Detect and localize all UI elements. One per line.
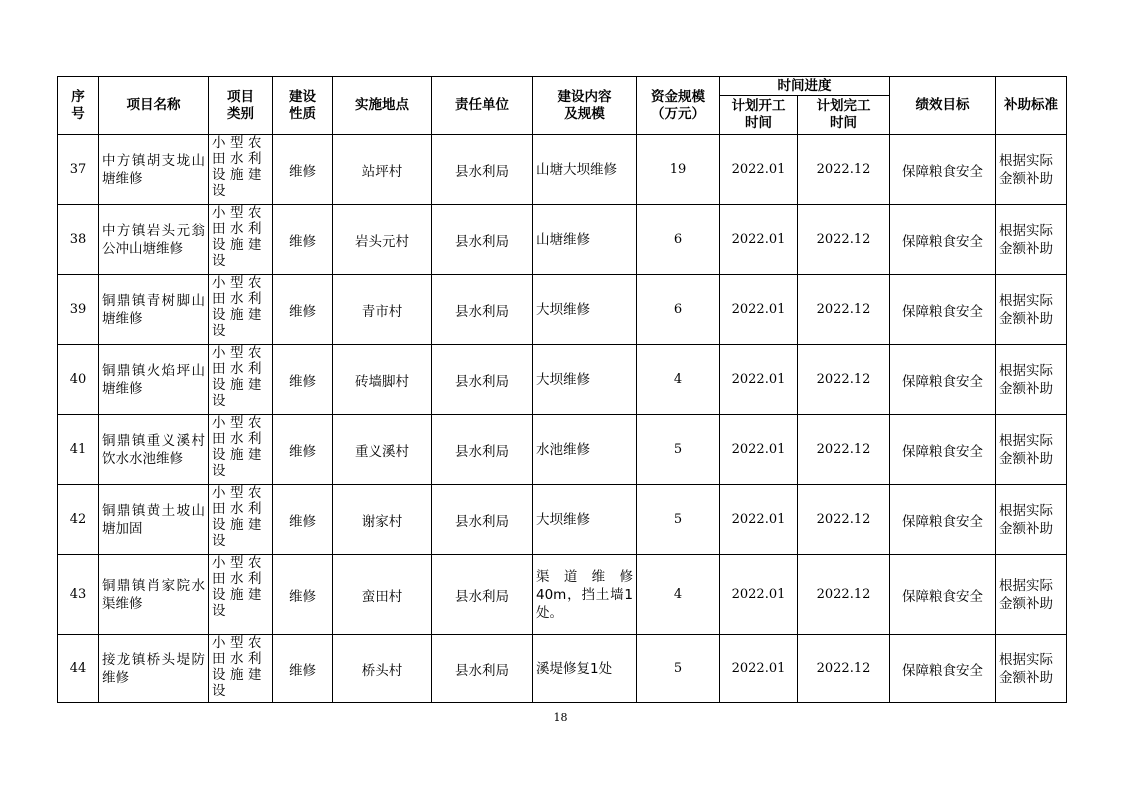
table-row: [58, 205, 1067, 275]
cell-category: [209, 635, 273, 703]
header-name: 项目名称: [99, 77, 209, 135]
header-unit: 责任单位: [432, 77, 533, 135]
cell-name: 铜鼎镇重义溪村饮水水池维修: [99, 415, 209, 485]
cell-nature: 维修: [273, 135, 333, 205]
cell-name: 铜鼎镇火焰坪山塘维修: [99, 345, 209, 415]
category-line: 设施建: [212, 307, 266, 323]
category-line: 田水利: [212, 221, 266, 237]
category-line: 田水利: [212, 501, 266, 517]
table-row: [58, 415, 1067, 485]
cell-name: 中方镇岩头元翁公冲山塘维修: [99, 205, 209, 275]
table-row: [58, 485, 1067, 555]
cell-nature: 维修: [273, 345, 333, 415]
category-line: 设施建: [212, 667, 266, 683]
cell-start: 2022.01: [720, 135, 798, 205]
cell-start: 2022.01: [720, 415, 798, 485]
category-line: 设施建: [212, 167, 266, 183]
cell-goal: 保障粮食安全: [890, 135, 996, 205]
cell-unit: 县水利局: [432, 135, 533, 205]
category-line: 田水利: [212, 361, 266, 377]
table-row: [58, 135, 1067, 205]
cell-nature: 维修: [273, 635, 333, 703]
category-line: 设: [212, 533, 230, 549]
category-line: 小型农: [212, 635, 266, 651]
cell-location: 桥头村: [333, 635, 432, 703]
cell-end: 2022.12: [798, 555, 890, 635]
header-category: 项目类别: [209, 77, 273, 135]
category-line: 田水利: [212, 291, 266, 307]
cell-end: 2022.12: [798, 485, 890, 555]
header-seq: 序号: [58, 77, 99, 135]
cell-unit: 县水利局: [432, 345, 533, 415]
cell-unit: 县水利局: [432, 485, 533, 555]
cell-subsidy: 根据实际金额补助: [996, 345, 1067, 415]
cell-location: 岩头元村: [333, 205, 432, 275]
cell-content: 大坝维修: [533, 275, 637, 345]
cell-name: 铜鼎镇黄土坡山塘加固: [99, 485, 209, 555]
cell-start: 2022.01: [720, 485, 798, 555]
cell-category: [209, 275, 273, 345]
cell-end: 2022.12: [798, 635, 890, 703]
category-line: 小型农: [212, 205, 266, 221]
category-line: 设施建: [212, 237, 266, 253]
category-line: 设施建: [212, 517, 266, 533]
category-line: 小型农: [212, 345, 266, 361]
cell-funds: 5: [637, 635, 720, 703]
header-start: 计划开工时间: [720, 96, 798, 135]
category-line: 设: [212, 323, 230, 339]
project-table: [57, 76, 1067, 703]
cell-goal: 保障粮食安全: [890, 205, 996, 275]
header-location: 实施地点: [333, 77, 432, 135]
cell-content: 大坝维修: [533, 345, 637, 415]
cell-nature: 维修: [273, 555, 333, 635]
cell-funds: 5: [637, 485, 720, 555]
cell-category: [209, 485, 273, 555]
cell-end: 2022.12: [798, 205, 890, 275]
cell-category: [209, 345, 273, 415]
cell-seq: 42: [58, 485, 99, 555]
cell-name: 中方镇胡支垅山塘维修: [99, 135, 209, 205]
cell-goal: 保障粮食安全: [890, 555, 996, 635]
cell-seq: 40: [58, 345, 99, 415]
header-goal: 绩效目标: [890, 77, 996, 135]
category-line: 设: [212, 603, 230, 619]
cell-end: 2022.12: [798, 135, 890, 205]
category-line: 设: [212, 253, 230, 269]
cell-content: 山塘大坝维修: [533, 135, 637, 205]
category-line: 设: [212, 683, 230, 699]
cell-location: 青市村: [333, 275, 432, 345]
cell-subsidy: 根据实际金额补助: [996, 635, 1067, 703]
cell-seq: 37: [58, 135, 99, 205]
header-funds: 资金规模（万元）: [637, 77, 720, 135]
cell-subsidy: 根据实际金额补助: [996, 485, 1067, 555]
page-number: 18: [553, 711, 568, 724]
cell-unit: 县水利局: [432, 275, 533, 345]
category-line: 设施建: [212, 447, 266, 463]
cell-subsidy: 根据实际金额补助: [996, 205, 1067, 275]
cell-location: 砖墙脚村: [333, 345, 432, 415]
table-row: [58, 635, 1067, 703]
header-nature: 建设性质: [273, 77, 333, 135]
cell-end: 2022.12: [798, 415, 890, 485]
cell-seq: 41: [58, 415, 99, 485]
cell-seq: 43: [58, 555, 99, 635]
cell-seq: 44: [58, 635, 99, 703]
cell-seq: 39: [58, 275, 99, 345]
cell-subsidy: 根据实际金额补助: [996, 555, 1067, 635]
cell-content: 渠道维修40m，挡土墙1处。: [533, 555, 637, 635]
category-line: 田水利: [212, 651, 266, 667]
category-line: 设: [212, 183, 230, 199]
cell-start: 2022.01: [720, 555, 798, 635]
cell-name: 铜鼎镇青树脚山塘维修: [99, 275, 209, 345]
cell-subsidy: 根据实际金额补助: [996, 415, 1067, 485]
header-subsidy: 补助标准: [996, 77, 1067, 135]
category-line: 小型农: [212, 275, 266, 291]
cell-goal: 保障粮食安全: [890, 485, 996, 555]
cell-goal: 保障粮食安全: [890, 415, 996, 485]
cell-category: [209, 555, 273, 635]
cell-nature: 维修: [273, 485, 333, 555]
category-line: 小型农: [212, 415, 266, 431]
cell-start: 2022.01: [720, 275, 798, 345]
cell-name: 铜鼎镇肖家院水渠维修: [99, 555, 209, 635]
cell-nature: 维修: [273, 275, 333, 345]
table-header: [58, 77, 1067, 135]
cell-goal: 保障粮食安全: [890, 345, 996, 415]
cell-funds: 4: [637, 345, 720, 415]
cell-unit: 县水利局: [432, 205, 533, 275]
cell-content: 山塘维修: [533, 205, 637, 275]
category-line: 田水利: [212, 151, 266, 167]
cell-end: 2022.12: [798, 275, 890, 345]
cell-nature: 维修: [273, 415, 333, 485]
cell-content: 溪堤修复1处: [533, 635, 637, 703]
category-line: 设: [212, 393, 230, 409]
header-content: 建设内容及规模: [533, 77, 637, 135]
cell-goal: 保障粮食安全: [890, 275, 996, 345]
cell-category: [209, 135, 273, 205]
header-progress: 时间进度: [720, 77, 890, 96]
cell-unit: 县水利局: [432, 555, 533, 635]
category-line: 设: [212, 463, 230, 479]
cell-funds: 6: [637, 275, 720, 345]
cell-name: 接龙镇桥头堤防维修: [99, 635, 209, 703]
cell-unit: 县水利局: [432, 415, 533, 485]
category-line: 小型农: [212, 555, 266, 571]
table-row: [58, 275, 1067, 345]
cell-funds: 19: [637, 135, 720, 205]
cell-location: 重义溪村: [333, 415, 432, 485]
cell-funds: 4: [637, 555, 720, 635]
cell-start: 2022.01: [720, 345, 798, 415]
cell-seq: 38: [58, 205, 99, 275]
cell-end: 2022.12: [798, 345, 890, 415]
table-row: [58, 555, 1067, 635]
cell-content: 大坝维修: [533, 485, 637, 555]
category-line: 设施建: [212, 587, 266, 603]
header-end: 计划完工时间: [798, 96, 890, 135]
cell-unit: 县水利局: [432, 635, 533, 703]
category-line: 设施建: [212, 377, 266, 393]
cell-subsidy: 根据实际金额补助: [996, 275, 1067, 345]
cell-funds: 6: [637, 205, 720, 275]
cell-nature: 维修: [273, 205, 333, 275]
cell-subsidy: 根据实际金额补助: [996, 135, 1067, 205]
cell-funds: 5: [637, 415, 720, 485]
cell-category: [209, 205, 273, 275]
cell-category: [209, 415, 273, 485]
cell-goal: 保障粮食安全: [890, 635, 996, 703]
category-line: 田水利: [212, 431, 266, 447]
cell-location: 站坪村: [333, 135, 432, 205]
table-row: [58, 345, 1067, 415]
cell-start: 2022.01: [720, 205, 798, 275]
cell-content: 水池维修: [533, 415, 637, 485]
cell-start: 2022.01: [720, 635, 798, 703]
category-line: 小型农: [212, 485, 266, 501]
cell-location: 蛮田村: [333, 555, 432, 635]
category-line: 小型农: [212, 135, 266, 151]
category-line: 田水利: [212, 571, 266, 587]
cell-location: 谢家村: [333, 485, 432, 555]
